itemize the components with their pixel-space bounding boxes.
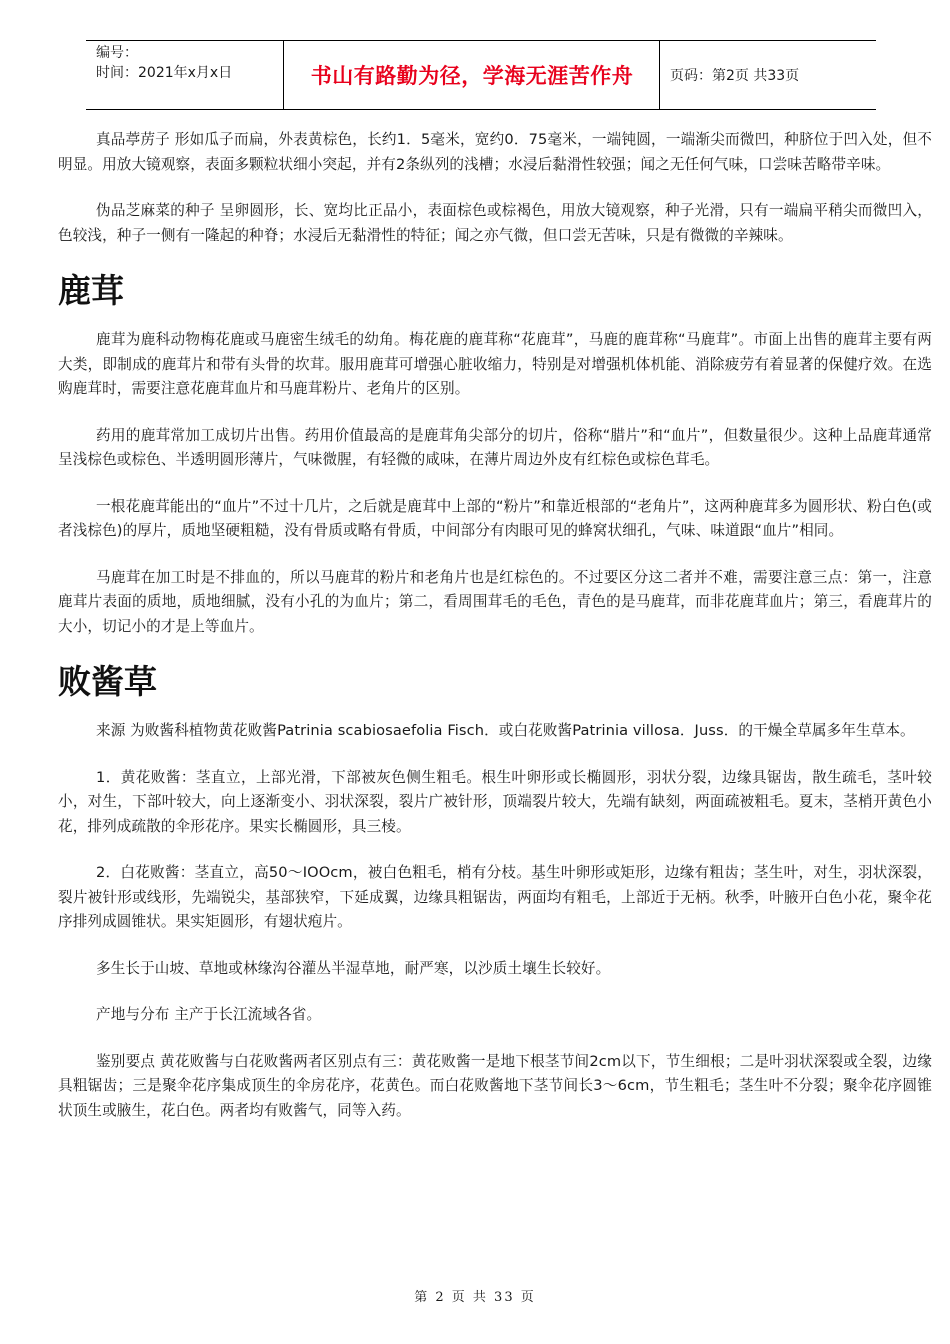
- paragraph: 产地与分布 主产于长江流域各省。: [96, 1006, 322, 1023]
- section-heading-baijiangcao: 败酱草: [58, 662, 157, 701]
- header-page-info: 页码：第2页 共33页: [670, 68, 800, 84]
- paragraph: 真品葶苈子 形如瓜子而扁，外表黄棕色，长约1．5毫米，宽约0．75毫米，一端钝圆，一端渐尖而微凹，种脐位于凹入处，但不明显。用放大镜观察，表面多颗粒状细小突起，并有2条纵列的浅槽；水浸后黏滑性较强；闻之无任何气味，口尝味苦略带辛味。: [58, 131, 932, 173]
- section-heading-lurong: 鹿茸: [58, 271, 124, 310]
- paragraph: 2．白花败酱：茎直立，高50～IOOcm，被白色粗毛，梢有分枝。基生叶卵形或矩形，边缘有粗齿；茎生叶，对生，羽状深裂，裂片被针形或线形，先端锐尖，基部狭窄，下延成翼，边缘具粗锯齿，两面均有粗毛，上部近于无柄。秋季，叶腋开白色小花，聚伞花序排列成圆锥状。果实矩圆形，有翅状疱片。: [58, 864, 932, 930]
- document-number-label: 编号：: [96, 45, 138, 61]
- header-motto: 书山有路勤为径，学海无涯苦作舟: [285, 41, 660, 109]
- page-footer: 第 2 页 共 33 页: [414, 1290, 536, 1305]
- paragraph: 药用的鹿茸常加工成切片出售。药用价值最高的是鹿茸角尖部分的切片，俗称“腊片”和“血片”，但数量很少。这种上品鹿茸通常呈浅棕色或棕色、半透明圆形薄片，气味微腥，有轻微的咸味，在薄片周边外皮有红棕色或棕色茸毛。: [58, 426, 932, 468]
- header-meta: [86, 41, 284, 109]
- paragraph: 马鹿茸在加工时是不排血的，所以马鹿茸的粉片和老角片也是红棕色的。不过要区分这二者并不难，需要注意三点：第一，注意鹿茸片表面的质地，质地细腻，没有小孔的为血片；第二，看周围茸毛的毛色，青色的是马鹿茸，而非花鹿茸血片；第三，看鹿茸片的大小，切记小的才是上等血片。: [58, 568, 932, 635]
- page-header: [86, 40, 876, 110]
- paragraph: 1．黄花败酱：茎直立，上部光滑，下部被灰色侧生粗毛。根生叶卵形或长椭圆形，羽状分裂，边缘具锯齿，散生疏毛，茎叶较小，对生，下部叶较大，向上逐渐变小、羽状深裂，裂片广被针形，顶端裂片较大，先端有缺刻，两面疏被粗毛。夏末，茎梢开黄色小花，排列成疏散的伞形花序。果实长椭圆形，具三棱。: [58, 768, 932, 835]
- document-body: [58, 128, 932, 1145]
- paragraph: 鹿茸为鹿科动物梅花鹿或马鹿密生绒毛的幼角。梅花鹿的鹿茸称“花鹿茸”，马鹿的鹿茸称“马鹿茸”。市面上出售的鹿茸主要有两大类，即制成的鹿茸片和带有头骨的坎茸。服用鹿茸可增强心脏收缩力，特别是对增强机体机能、消除疲劳有着显著的保健疗效。在选购鹿茸时，需要注意花鹿茸血片和马鹿茸粉片、老角片的区别。: [58, 331, 932, 397]
- paragraph: 一根花鹿茸能出的“血片”不过十几片，之后就是鹿茸中上部的“粉片”和靠近根部的“老角片”，这两种鹿茸多为圆形状、粉白色(或者浅棕色)的厚片，质地坚硬粗糙，没有骨质或略有骨质，中间部分有肉眼可见的蜂窝状细孔，气味、味道跟“血片”相同。: [58, 497, 932, 539]
- paragraph: 来源 为败酱科植物黄花败酱Patrinia scabiosaefolia Fisch．或白花败酱Patrinia villosa．Juss．的干燥全草属多年生草本。: [96, 722, 915, 739]
- paragraph: 鉴别要点 黄花败酱与白花败酱两者区别点有三：黄花败酱一是地下根茎节间2cm以下，节生细根；二是叶羽状深裂或全裂，边缘具粗锯齿；三是聚伞花序集成顶生的伞房花序，花黄色。而白花败酱地下茎节间长3～6cm，节生粗毛；茎生叶不分裂；聚伞花序圆锥状顶生或腋生，花白色。两者均有败酱气，同等入药。: [58, 1052, 932, 1119]
- paragraph: 多生长于山坡、草地或林缘沟谷灌丛半湿草地，耐严寒，以沙质土壤生长较好。: [96, 959, 611, 977]
- document-time-label: 时间：2021年x月x日: [96, 65, 233, 81]
- paragraph: 伪品芝麻菜的种子 呈卵圆形，长、宽均比正品小，表面棕色或棕褐色，用放大镜观察，种子光滑，只有一端扁平稍尖而微凹入，色较浅，种子一侧有一隆起的种脊；水浸后无黏滑性的特征；闻之亦气微，但口尝无苦味，只是有微微的辛辣味。: [58, 202, 932, 244]
